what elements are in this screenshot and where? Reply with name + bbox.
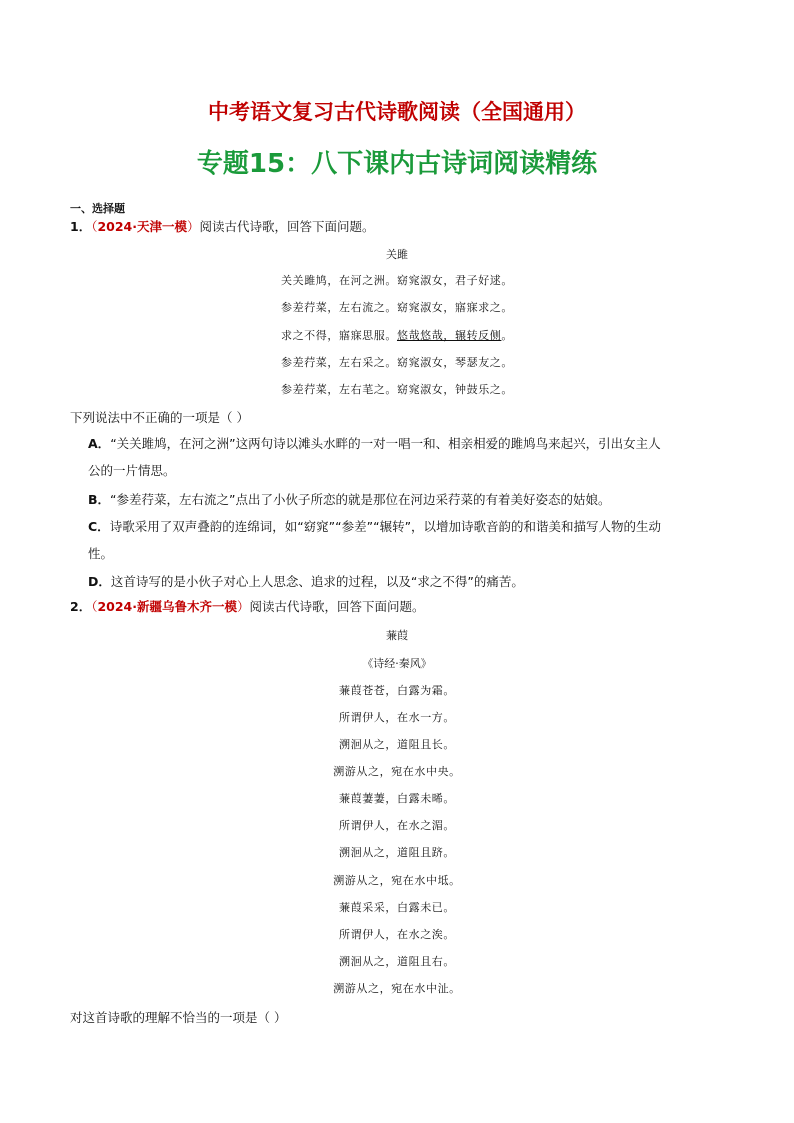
poem-line: 参差荇菜，左右芼之。窈窕淑女，钟鼓乐之。 [281,383,513,396]
option-letter: B． [88,492,111,507]
question-source: 2024·天津一模 [97,219,188,234]
poem-line: 蒹葭苍苍，白露为霜。 [339,684,455,697]
source-paren-open: （ [91,599,98,614]
poem-line: 所谓伊人，在水一方。 [339,711,455,724]
question-2-header [70,598,425,616]
option-text-continued: 公的一片情思。 [88,463,176,478]
question-prompt: 阅读古代诗歌，回答下面问题。 [249,599,425,614]
poem-line-text: 求之不得，寤寐思服。 [280,329,397,342]
question-source: 2024·新疆乌鲁木齐一模 [97,599,238,614]
option-text: 这首诗写的是小伙子对心上人思念、追求的过程，以及“求之不得”的痛苦。 [110,574,524,589]
option-text: “关关雎鸠，在河之洲”这两句诗以滩头水畔的一对一唱一和、相亲相爱的雎鸠鸟来起兴，引出女主人 [110,436,661,451]
option-text-continued: 性。 [88,546,114,561]
poem-line: 溯洄从之，道阻且长。 [339,738,455,751]
question-stem: 对这首诗歌的理解不恰当的一项是（ ） [70,1010,287,1025]
poem-line: 参差荇菜，左右流之。窈窕淑女，寤寐求之。 [281,301,513,314]
option-text: 诗歌采用了双声叠韵的连绵词，如“窈窕”“参差”“辗转”，以增加诗歌音韵的和谐美和描写人物的生动 [109,519,662,534]
question-1-header [70,218,375,236]
poem-source: 《诗经·秦风》 [362,657,432,670]
answer-option-a[interactable] [88,430,728,484]
poem-line: 蒹葭萋萋，白露未晞。 [339,792,455,805]
option-letter: A． [88,436,111,451]
poem-line: 溯洄从之，道阻且跻。 [339,846,455,859]
question-prompt: 阅读古代诗歌，回答下面问题。 [199,219,375,234]
answer-option-d[interactable] [88,568,728,595]
question-stem: 下列说法中不正确的一项是（ ） [70,410,249,425]
poem-line: 关关雎鸠，在河之洲。窈窕淑女，君子好逑。 [281,274,513,287]
poem-line: 溯洄从之，道阻且右。 [339,955,455,968]
poem-line: 溯游从之，宛在水中沚。 [333,982,461,995]
poem-line: 所谓伊人，在水之湄。 [339,819,455,832]
poem-line: 蒹葭采采，白露未已。 [339,901,455,914]
option-letter: D． [88,574,111,589]
source-paren-close: ） [187,219,200,234]
question-number: 1． [70,219,92,234]
poem-line: 溯游从之，宛在水中坻。 [333,874,461,887]
poem-line-text: 。 [501,329,513,342]
document-subtitle: 专题15：八下课内古诗词阅读精练 [196,149,598,179]
underlined-phrase: 悠哉悠哉，辗转反侧 [396,329,502,342]
source-paren-close: ） [237,599,250,614]
poem-line: 所谓伊人，在水之涘。 [339,928,455,941]
poem-line: 溯游从之，宛在水中央。 [333,765,461,778]
question-number: 2． [70,599,92,614]
answer-option-c[interactable] [88,513,728,567]
poem-title: 蒹葭 [386,629,408,642]
option-text: “参差荇菜，左右流之”点出了小伙子所恋的就是那位在河边采荇菜的有着美好姿态的姑娘。 [110,492,611,507]
source-paren-open: （ [91,219,98,234]
document-title: 中考语文复习古代诗歌阅读（全国通用） [208,100,586,124]
option-letter: C． [88,519,110,534]
poem-line: 参差荇菜，左右采之。窈窕淑女，琴瑟友之。 [281,356,513,369]
section-heading: 一、选择题 [70,202,125,215]
answer-option-b[interactable] [88,486,728,513]
poem-title: 关雎 [386,248,408,261]
poem-line [0,327,794,343]
